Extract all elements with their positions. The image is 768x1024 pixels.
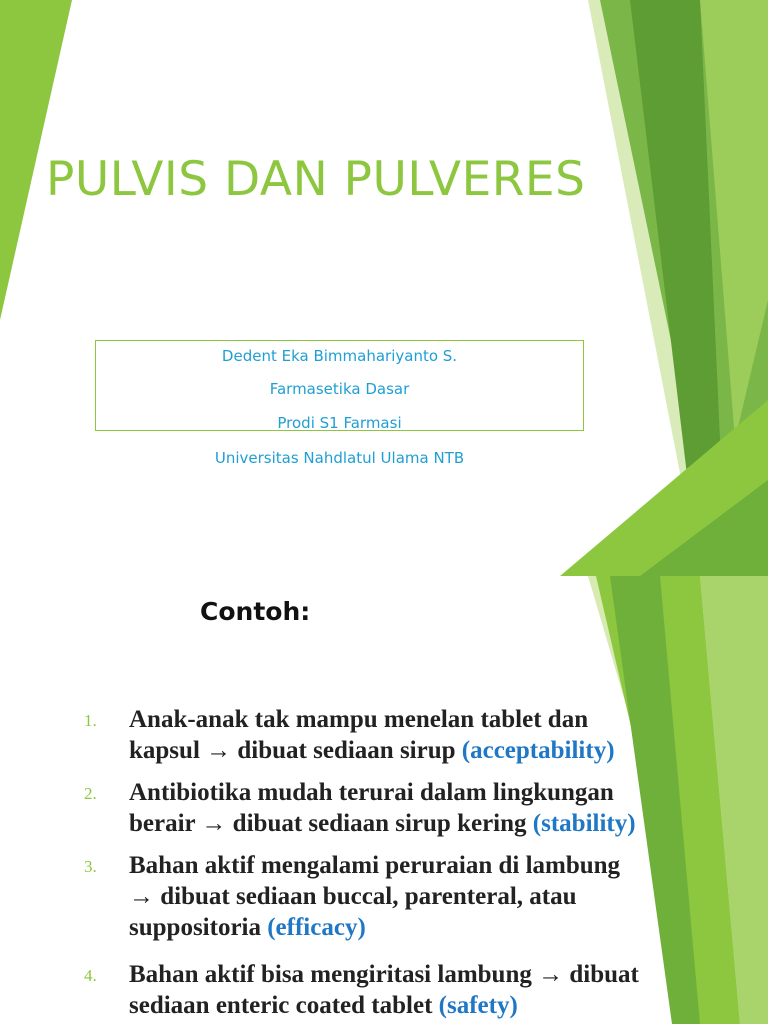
content-slide [0, 576, 768, 1024]
text-line [129, 808, 749, 839]
keyword-safety: (safety) [438, 992, 518, 1019]
text-segment: suppositoria [129, 914, 268, 941]
text-segment: kapsul → dibuat sediaan sirup [129, 737, 462, 764]
text-line [129, 735, 749, 766]
subtitle-university: Universitas Nahdlatul Ulama NTB [214, 449, 465, 467]
list-text [129, 850, 749, 943]
subtitle-program: Prodi S1 Farmasi [277, 414, 402, 432]
subtitle-author: Dedent Eka Bimmahariyanto S. [221, 347, 458, 365]
text-line: Anak-anak tak mampu menelan tablet dan [129, 706, 589, 733]
list-text [129, 777, 749, 839]
subtitle-course: Farmasetika Dasar [269, 380, 410, 398]
text-line: → dibuat sediaan buccal, parenteral, atau [129, 883, 577, 910]
text-segment: berair → dibuat sediaan sirup kering [129, 810, 533, 837]
list-number: 4. [84, 966, 97, 985]
keyword-stability: (stability) [532, 810, 636, 837]
text-line [129, 990, 749, 1021]
list-number: 2. [84, 784, 97, 803]
text-line [129, 912, 749, 943]
list-text [129, 959, 749, 1021]
text-line: Bahan aktif mengalami peruraian di lambung [129, 852, 621, 879]
keyword-efficacy: (efficacy) [267, 914, 366, 941]
slide-title: PULVIS DAN PULVERES [46, 152, 586, 207]
text-segment: sediaan enteric coated tablet [129, 992, 439, 1019]
text-line: Bahan aktif bisa mengiritasi lambung → dibuat [129, 961, 639, 988]
list-number: 3. [84, 857, 97, 876]
list-text [129, 704, 749, 766]
content-heading: Contoh: [200, 597, 311, 626]
keyword-acceptability: (acceptability) [461, 737, 615, 764]
list-number: 1. [84, 711, 97, 730]
text-line: Antibiotika mudah terurai dalam lingkungan [129, 779, 614, 806]
